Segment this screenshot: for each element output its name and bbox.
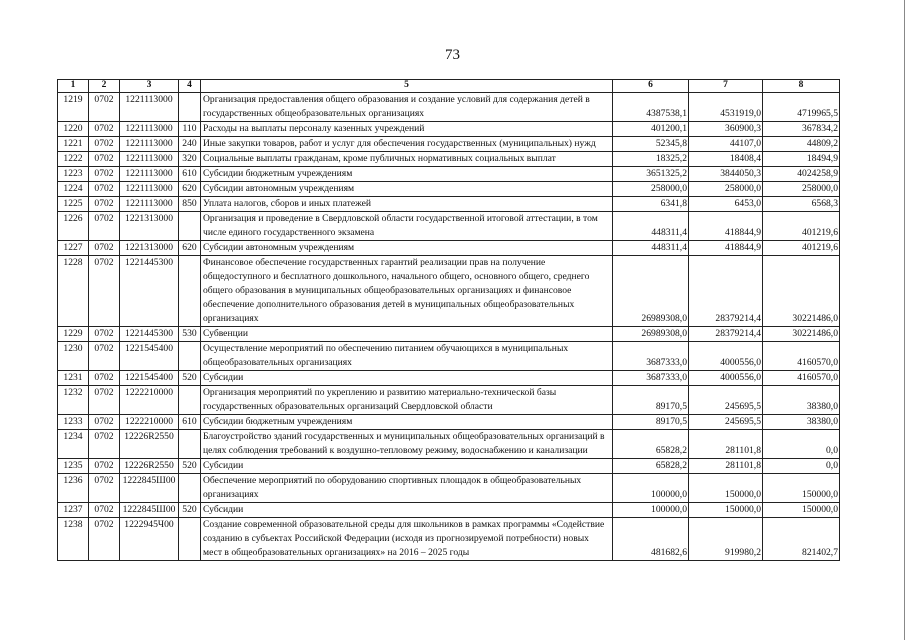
table-row [58, 241, 840, 256]
amount-cell: 448311,4 [613, 212, 689, 241]
amount-cell: 26989308,0 [613, 256, 689, 327]
section-code-cell: 0702 [89, 122, 120, 137]
description-cell: Создание современной образовательной среды для школьников в рамках программы «Содействие созданию в субъектах Российской Федерации (исходя из прогнозируемой потребности) новых мест в общеобразовательных организациях» на 2016 – 2025 годы [201, 518, 613, 561]
section-code-cell: 0702 [89, 167, 120, 182]
row-number-cell: 1231 [58, 371, 89, 386]
section-code-cell: 0702 [89, 342, 120, 371]
target-item-code-cell: 1222210000 [120, 415, 179, 430]
description-cell: Субсидии бюджетным учреждениям [201, 415, 613, 430]
description-cell: Субсидии [201, 459, 613, 474]
table-row [58, 371, 840, 386]
amount-cell: 401219,6 [763, 212, 840, 241]
amount-cell: 100000,0 [613, 474, 689, 503]
amount-cell: 30221486,0 [763, 327, 840, 342]
description-cell: Субсидии автономным учреждениям [201, 182, 613, 197]
amount-cell: 4531919,0 [689, 93, 763, 122]
section-code-cell: 0702 [89, 474, 120, 503]
expense-type-code-cell [179, 342, 201, 371]
description-cell: Финансовое обеспечение государственных гарантий реализации прав на получение общедоступного и бесплатного дошкольного, начального общего, основного общего, среднего общего образования в муниципальных общеобразовательных организациях и финансовое обеспечение дополнительного образования детей в муниципальных общеобразовательных организациях [201, 256, 613, 327]
table-row [58, 430, 840, 459]
column-header: 5 [201, 80, 613, 93]
description-cell: Субсидии [201, 371, 613, 386]
target-item-code-cell: 1221113000 [120, 137, 179, 152]
section-code-cell: 0702 [89, 386, 120, 415]
expense-type-code-cell [179, 474, 201, 503]
amount-cell: 3651325,2 [613, 167, 689, 182]
target-item-code-cell: 1221313000 [120, 212, 179, 241]
amount-cell: 100000,0 [613, 503, 689, 518]
amount-cell: 18494,9 [763, 152, 840, 167]
column-header: 6 [613, 80, 689, 93]
row-number-cell: 1236 [58, 474, 89, 503]
column-header: 8 [763, 80, 840, 93]
expense-type-code-cell: 850 [179, 197, 201, 212]
amount-cell: 52345,8 [613, 137, 689, 152]
row-number-cell: 1223 [58, 167, 89, 182]
row-number-cell: 1237 [58, 503, 89, 518]
target-item-code-cell: 1221113000 [120, 93, 179, 122]
expense-type-code-cell [179, 386, 201, 415]
section-code-cell: 0702 [89, 256, 120, 327]
section-code-cell: 0702 [89, 415, 120, 430]
target-item-code-cell: 1221445300 [120, 256, 179, 327]
target-item-code-cell: 12226R2550 [120, 430, 179, 459]
table-row [58, 327, 840, 342]
amount-cell: 258000,0 [763, 182, 840, 197]
amount-cell: 0,0 [763, 459, 840, 474]
row-number-cell: 1238 [58, 518, 89, 561]
description-cell: Уплата налогов, сборов и иных платежей [201, 197, 613, 212]
amount-cell: 281101,8 [689, 459, 763, 474]
table-row [58, 152, 840, 167]
row-number-cell: 1228 [58, 256, 89, 327]
description-cell: Субвенции [201, 327, 613, 342]
column-header: 7 [689, 80, 763, 93]
description-cell: Организация предоставления общего образования и создание условий для содержания детей в государственных общеобразовательных организациях [201, 93, 613, 122]
table-row [58, 474, 840, 503]
table-row [58, 93, 840, 122]
table-row [58, 415, 840, 430]
table-row [58, 212, 840, 241]
section-code-cell: 0702 [89, 182, 120, 197]
amount-cell: 150000,0 [763, 474, 840, 503]
amount-cell: 401200,1 [613, 122, 689, 137]
row-number-cell: 1226 [58, 212, 89, 241]
amount-cell: 44107,0 [689, 137, 763, 152]
section-code-cell: 0702 [89, 430, 120, 459]
table-row [58, 256, 840, 327]
row-number-cell: 1230 [58, 342, 89, 371]
amount-cell: 3687333,0 [613, 342, 689, 371]
description-cell: Субсидии [201, 503, 613, 518]
column-header: 3 [120, 80, 179, 93]
row-number-cell: 1221 [58, 137, 89, 152]
column-header: 2 [89, 80, 120, 93]
amount-cell: 0,0 [763, 430, 840, 459]
column-header: 1 [58, 80, 89, 93]
section-code-cell: 0702 [89, 518, 120, 561]
expense-type-code-cell: 520 [179, 371, 201, 386]
amount-cell: 44809,2 [763, 137, 840, 152]
row-number-cell: 1229 [58, 327, 89, 342]
table-body [58, 93, 840, 561]
expense-type-code-cell: 620 [179, 241, 201, 256]
description-cell: Организация и проведение в Свердловской области государственной итоговой аттестации, в том числе единого государственного экзамена [201, 212, 613, 241]
description-cell: Иные закупки товаров, работ и услуг для обеспечения государственных (муниципальных) нужд [201, 137, 613, 152]
amount-cell: 448311,4 [613, 241, 689, 256]
table-row [58, 197, 840, 212]
target-item-code-cell: 1221113000 [120, 197, 179, 212]
row-number-cell: 1222 [58, 152, 89, 167]
amount-cell: 26989308,0 [613, 327, 689, 342]
amount-cell: 258000,0 [613, 182, 689, 197]
section-code-cell: 0702 [89, 93, 120, 122]
page-number: 73 [445, 47, 460, 63]
budget-table [57, 79, 840, 561]
target-item-code-cell: 1222845Ш00 [120, 503, 179, 518]
description-cell: Осуществление мероприятий по обеспечению питанием обучающихся в муниципальных общеобразовательных организациях [201, 342, 613, 371]
amount-cell: 65828,2 [613, 459, 689, 474]
amount-cell: 28379214,4 [689, 327, 763, 342]
target-item-code-cell: 1221313000 [120, 241, 179, 256]
expense-type-code-cell [179, 256, 201, 327]
row-number-cell: 1227 [58, 241, 89, 256]
section-code-cell: 0702 [89, 371, 120, 386]
expense-type-code-cell: 240 [179, 137, 201, 152]
target-item-code-cell: 1221113000 [120, 122, 179, 137]
expense-type-code-cell: 530 [179, 327, 201, 342]
amount-cell: 4387538,1 [613, 93, 689, 122]
amount-cell: 367834,2 [763, 122, 840, 137]
amount-cell: 481682,6 [613, 518, 689, 561]
amount-cell: 28379214,4 [689, 256, 763, 327]
amount-cell: 150000,0 [689, 474, 763, 503]
description-cell: Благоустройство зданий государственных и муниципальных общеобразовательных организаций в целях соблюдения требований к воздушно-тепловому режиму, водоснабжению и канализации [201, 430, 613, 459]
amount-cell: 401219,6 [763, 241, 840, 256]
row-number-cell: 1219 [58, 93, 89, 122]
row-number-cell: 1220 [58, 122, 89, 137]
row-number-cell: 1224 [58, 182, 89, 197]
amount-cell: 281101,8 [689, 430, 763, 459]
table-row [58, 182, 840, 197]
amount-cell: 4000556,0 [689, 342, 763, 371]
target-item-code-cell: 1222210000 [120, 386, 179, 415]
section-code-cell: 0702 [89, 459, 120, 474]
amount-cell: 418844,9 [689, 241, 763, 256]
table-row [58, 459, 840, 474]
column-header: 4 [179, 80, 201, 93]
table-row [58, 518, 840, 561]
description-cell: Обеспечение мероприятий по оборудованию спортивных площадок в общеобразовательных организациях [201, 474, 613, 503]
amount-cell: 3844050,3 [689, 167, 763, 182]
expense-type-code-cell: 320 [179, 152, 201, 167]
row-number-cell: 1232 [58, 386, 89, 415]
section-code-cell: 0702 [89, 137, 120, 152]
table-row [58, 137, 840, 152]
amount-cell: 18408,4 [689, 152, 763, 167]
section-code-cell: 0702 [89, 152, 120, 167]
description-cell: Субсидии бюджетным учреждениям [201, 167, 613, 182]
target-item-code-cell: 1222845Ш00 [120, 474, 179, 503]
expense-type-code-cell [179, 518, 201, 561]
row-number-cell: 1234 [58, 430, 89, 459]
expense-type-code-cell: 610 [179, 415, 201, 430]
row-number-cell: 1235 [58, 459, 89, 474]
amount-cell: 4000556,0 [689, 371, 763, 386]
expense-type-code-cell [179, 93, 201, 122]
target-item-code-cell: 1221113000 [120, 167, 179, 182]
amount-cell: 821402,7 [763, 518, 840, 561]
amount-cell: 919980,2 [689, 518, 763, 561]
row-number-cell: 1225 [58, 197, 89, 212]
target-item-code-cell: 12226R2550 [120, 459, 179, 474]
description-cell: Социальные выплаты гражданам, кроме публичных нормативных социальных выплат [201, 152, 613, 167]
table-row [58, 503, 840, 518]
section-code-cell: 0702 [89, 503, 120, 518]
table-row [58, 167, 840, 182]
amount-cell: 6341,8 [613, 197, 689, 212]
expense-type-code-cell: 520 [179, 503, 201, 518]
section-code-cell: 0702 [89, 327, 120, 342]
amount-cell: 245695,5 [689, 415, 763, 430]
amount-cell: 418844,9 [689, 212, 763, 241]
amount-cell: 6568,3 [763, 197, 840, 212]
table-row [58, 342, 840, 371]
expense-type-code-cell [179, 430, 201, 459]
amount-cell: 150000,0 [689, 503, 763, 518]
target-item-code-cell: 1221445300 [120, 327, 179, 342]
target-item-code-cell: 1221113000 [120, 152, 179, 167]
header-row [58, 80, 840, 93]
description-cell: Организация мероприятий по укреплению и развитию материально-технической базы государственных образовательных организаций Свердловской области [201, 386, 613, 415]
target-item-code-cell: 1221545400 [120, 342, 179, 371]
amount-cell: 65828,2 [613, 430, 689, 459]
amount-cell: 38380,0 [763, 386, 840, 415]
target-item-code-cell: 1221545400 [120, 371, 179, 386]
description-cell: Субсидии автономным учреждениям [201, 241, 613, 256]
expense-type-code-cell: 610 [179, 167, 201, 182]
target-item-code-cell: 1221113000 [120, 182, 179, 197]
table-row [58, 386, 840, 415]
amount-cell: 245695,5 [689, 386, 763, 415]
expense-type-code-cell [179, 212, 201, 241]
amount-cell: 3687333,0 [613, 371, 689, 386]
description-cell: Расходы на выплаты персоналу казенных учреждений [201, 122, 613, 137]
amount-cell: 360900,3 [689, 122, 763, 137]
amount-cell: 4160570,0 [763, 371, 840, 386]
amount-cell: 150000,0 [763, 503, 840, 518]
amount-cell: 4024258,9 [763, 167, 840, 182]
amount-cell: 89170,5 [613, 415, 689, 430]
table-row [58, 122, 840, 137]
section-code-cell: 0702 [89, 212, 120, 241]
amount-cell: 4160570,0 [763, 342, 840, 371]
amount-cell: 30221486,0 [763, 256, 840, 327]
expense-type-code-cell: 110 [179, 122, 201, 137]
row-number-cell: 1233 [58, 415, 89, 430]
amount-cell: 4719965,5 [763, 93, 840, 122]
expense-type-code-cell: 620 [179, 182, 201, 197]
target-item-code-cell: 1222945Ч00 [120, 518, 179, 561]
amount-cell: 38380,0 [763, 415, 840, 430]
amount-cell: 258000,0 [689, 182, 763, 197]
section-code-cell: 0702 [89, 197, 120, 212]
section-code-cell: 0702 [89, 241, 120, 256]
amount-cell: 89170,5 [613, 386, 689, 415]
expense-type-code-cell: 520 [179, 459, 201, 474]
amount-cell: 18325,2 [613, 152, 689, 167]
amount-cell: 6453,0 [689, 197, 763, 212]
